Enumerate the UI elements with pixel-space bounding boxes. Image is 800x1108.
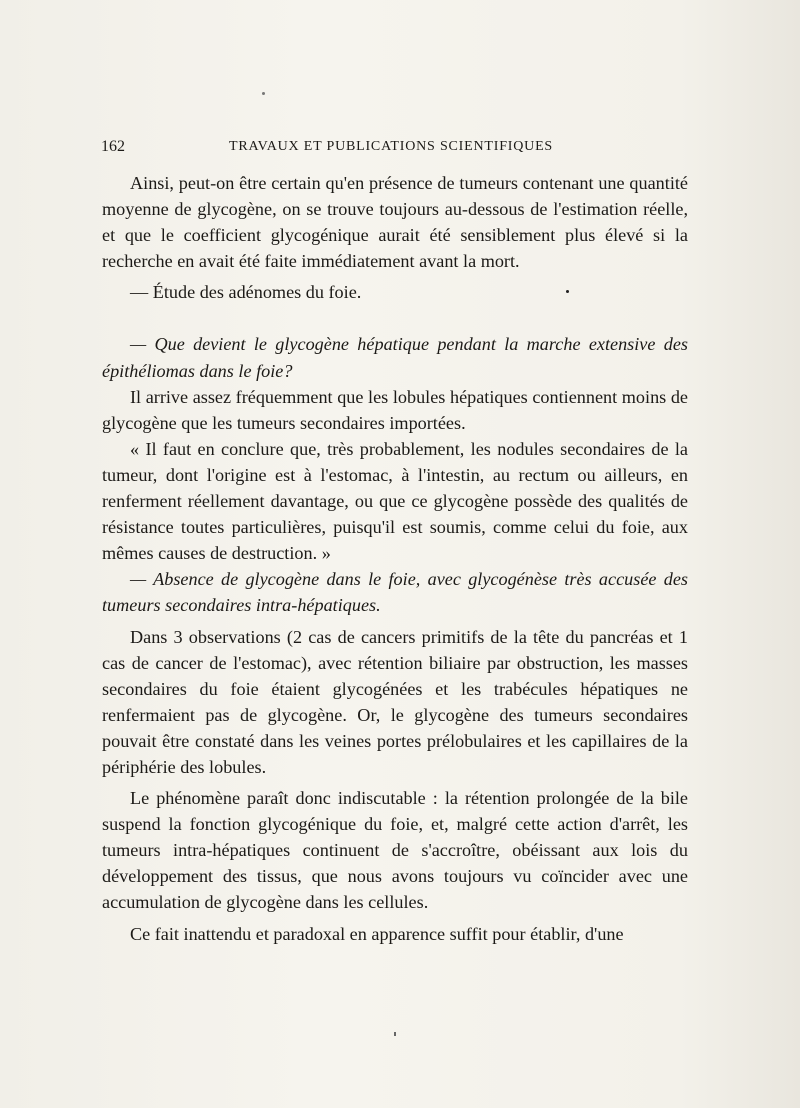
- paragraph-4: Il arrive assez fréquemment que les lobules hépatiques contiennent moins de glycogène que les tumeurs secondaires importées.: [102, 386, 688, 433]
- paragraph-adenomes: — Étude des adénomes du foie.: [130, 282, 362, 303]
- paragraph-observations: Dans 3 observations (2 cas de cancers primitifs de la tête du pancréas et 1 cas de cancer de l'estomac), avec rétention biliaire par obstruction, les masses secondaires du foie étaient glycogénées et les trabécules hépatiques ne renfermaient pas de glycogène. Or, le glycogène des tumeurs secondaires pouvait être constaté dans les veines portes prélobulaires et les capillaires de la périphérie des lobules.: [102, 626, 688, 777]
- paragraph-1: Ainsi, peut-on être certain qu'en présence de tumeurs contenant une quantité moyenne de glycogène, on se trouve toujours au-dessous de l'estimation réelle, et que le coefficient glycogénique aurait été sensiblement plus élevé si la recherche en avait été faite immédiatement avant la mort.: [102, 173, 688, 272]
- paragraph-final: Ce fait inattendu et paradoxal en apparence suffit pour établir, d'une: [130, 923, 624, 944]
- scan-speck-bottom: [394, 1032, 396, 1036]
- page-header: [101, 138, 689, 162]
- stray-dot: [566, 290, 569, 293]
- scan-speck: [262, 92, 265, 95]
- running-head: TRAVAUX ET PUBLICATIONS SCIENTIFIQUES: [229, 139, 554, 154]
- paragraph-absence: — Absence de glycogène dans le foie, avec glycogénèse très accusée des tumeurs secondaires intra-hépatiques.: [102, 569, 688, 616]
- paragraph-phenomene: Le phénomène paraît donc indiscutable : la rétention prolongée de la bile suspend la fonction glycogénique du foie, et, malgré cette action d'arrêt, les tumeurs intra-hépatiques continuent de s'accroître, obéissant aux lois du développement des tissus, que nous avons toujours vu coïncider avec une accumulation de glycogène dans les cellules.: [102, 788, 688, 913]
- paragraph-question: — Que devient le glycogène hépatique pendant la marche extensive des épithéliomas dans le foie?: [102, 334, 688, 381]
- paragraph-quote: « Il faut en conclure que, très probablement, les nodules secondaires de la tumeur, dont l'origine est à l'estomac, à l'intestin, au rectum ou ailleurs, en renferment réellement davantage, ou que ce glycogène possède des qualités de résistance toutes particulières, puisqu'il est soumis, comme celui du foie, aux mêmes causes de destruction. »: [102, 438, 688, 564]
- page-number: 162: [101, 138, 125, 155]
- body-text: [102, 170, 688, 947]
